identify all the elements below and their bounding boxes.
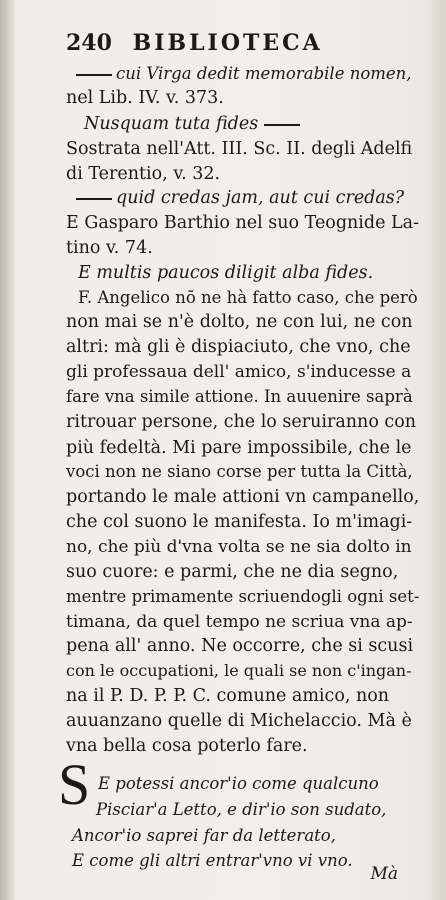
text-line — [66, 688, 389, 706]
line-text: ritrouar persone, che lo seruiranno con — [66, 412, 417, 432]
line-text: che col suono le manifesta. Io m'imagi- — [66, 512, 413, 532]
text-line — [76, 66, 412, 83]
line-text: più fedeltà. Mi pare impossibile, che le — [66, 438, 412, 458]
text-line — [66, 389, 413, 406]
line-text: pena all' anno. Ne occorre, che si scusi — [66, 636, 414, 656]
line-text: quid credas jam, aut cui credas? — [116, 188, 405, 208]
line-text: Nusquam tuta fides — [84, 114, 259, 134]
text-line — [66, 141, 412, 159]
line-text: E multis paucos diligit alba fides. — [78, 263, 374, 283]
text-line — [66, 364, 411, 381]
text-line — [66, 589, 419, 606]
verse-line: Ancor'io saprei far da letterato, — [72, 826, 336, 845]
line-text: fare vna simile attione. In auuenire saprà — [66, 387, 413, 406]
line-text: con le occupationi, le quali se non c'ingan- — [66, 661, 412, 680]
line-text: altri: mà gli è dispiaciuto, che vno, che — [66, 337, 411, 357]
text-line — [66, 663, 412, 679]
line-text: no, che più d'vna volta se ne sia dolto in — [66, 537, 412, 557]
em-dash-rule — [76, 74, 112, 76]
text-line — [66, 514, 412, 532]
text-line — [84, 116, 304, 134]
text-line — [66, 90, 224, 108]
text-line — [66, 440, 412, 458]
em-dash-rule — [264, 124, 300, 126]
text-line — [66, 414, 416, 432]
drop-cap: S — [58, 752, 91, 817]
line-text: auuanzano quelle di Michelaccio. Mà è — [66, 711, 412, 731]
page-gutter — [0, 0, 14, 900]
verse-line: E come gli altri entrar'vno vi vno. — [72, 851, 353, 870]
text-line — [66, 314, 413, 332]
line-text: di Terentio, v. 32. — [66, 164, 221, 184]
running-header — [66, 30, 323, 56]
line-text: voci non ne siano corse per tutta la Città, — [66, 462, 413, 481]
text-line — [66, 614, 413, 631]
text-line — [66, 489, 419, 507]
page-edge — [424, 0, 446, 900]
text-line — [66, 738, 308, 756]
text-line — [66, 638, 413, 656]
catchword: Mà — [370, 864, 398, 884]
line-text: non mai se n'è dolto, ne con lui, ne con — [66, 312, 413, 332]
line-text: nel Lib. IV. v. 373. — [66, 88, 224, 108]
line-text: vna bella cosa poterlo fare. — [66, 736, 308, 756]
running-title: BIBLIOTECA — [132, 30, 323, 56]
line-text: gli professaua dell' amico, s'inducesse a — [66, 362, 412, 382]
text-line — [66, 240, 153, 258]
line-text: suo cuore: e parmi, che ne dia segno, — [66, 562, 399, 582]
line-text: mentre primamente scriuendogli ogni set- — [66, 587, 420, 606]
text-line — [66, 564, 398, 582]
line-text: Sostrata nell'Att. III. Sc. II. degli Adelfi — [66, 139, 413, 159]
line-text: timana, da quel tempo ne scriua vna ap- — [66, 612, 413, 632]
page-number: 240 — [66, 30, 112, 56]
line-text: E Gasparo Barthio nel suo Teognide La- — [66, 213, 419, 233]
line-text: cui Virga dedit memorabile nomen, — [116, 64, 412, 83]
line-text: F. Angelico nō ne hà fatto caso, che però — [78, 288, 418, 307]
text-line — [66, 166, 220, 184]
line-text: tino v. 74. — [66, 238, 153, 258]
text-line — [78, 290, 418, 307]
text-line — [66, 713, 412, 731]
text-line — [66, 464, 413, 481]
text-line — [66, 215, 419, 233]
em-dash-rule — [76, 198, 112, 200]
text-line — [66, 539, 412, 556]
line-text: portando le male attioni vn campanello, — [66, 487, 420, 507]
text-line — [66, 339, 411, 357]
verse-line: Pisciar'a Letto, e dir'io son sudato, — [96, 800, 387, 819]
line-text: na il P. D. P. P. C. comune amico, non — [66, 686, 390, 706]
text-line — [78, 265, 373, 283]
verse-line: E potessi ancor'io come qualcuno — [98, 774, 379, 793]
text-line — [76, 190, 404, 208]
